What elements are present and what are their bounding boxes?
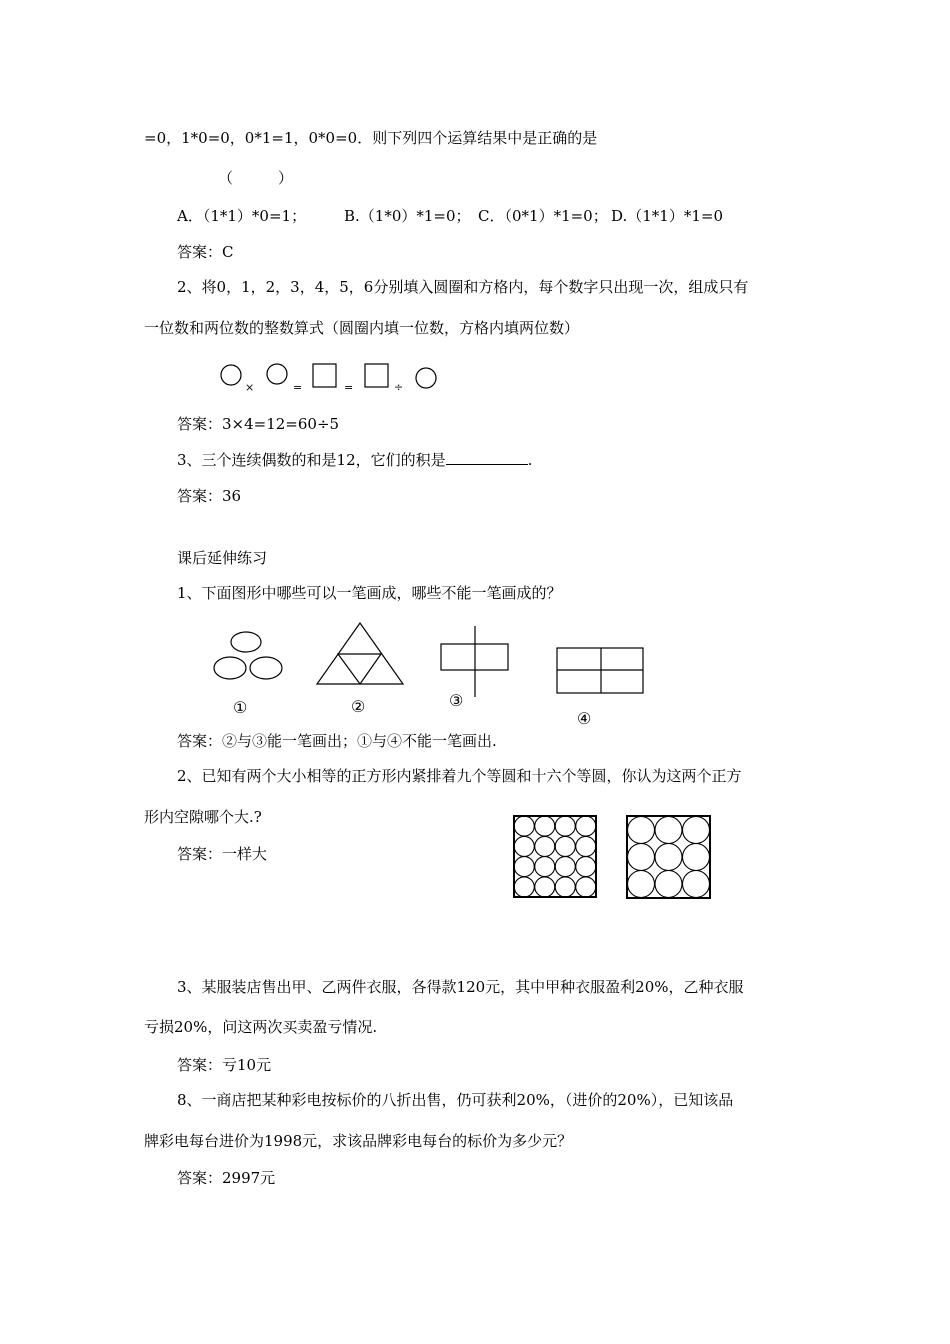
e8-answer: 答案：2997元 [177, 1169, 276, 1187]
section-title: 课后延伸练习 [177, 549, 268, 567]
times-sign: × [245, 381, 255, 394]
figure-label-4: ④ [577, 709, 592, 728]
e1-answer: 答案：②与③能一笔画出；①与④不能一笔画出. [177, 732, 497, 750]
square-16-circles [514, 816, 596, 897]
e8-line1: 8、一商店把某种彩电按标价的八折出售，仍可获利20%，（进价的20%），已知该品 [177, 1091, 734, 1109]
equals-sign-2: = [344, 381, 354, 394]
e8-line2: 牌彩电每台进价为1998元，求该品牌彩电每台的标价为多少元？ [144, 1132, 573, 1150]
e3-line1: 3、某服装店售出甲、乙两件衣服，各得款120元，其中甲种衣服盈利20%，乙种衣服 [177, 978, 744, 996]
e2-answer: 答案：一样大 [177, 845, 268, 863]
figure-label-2: ② [351, 697, 366, 716]
e3-line2: 亏损20%，问这两次买卖盈亏情况. [144, 1018, 378, 1036]
e2-line2: 形内空隙哪个大.? [144, 808, 262, 826]
q1-line: =0，1*0=0，0*1=1，0*0=0．则下列四个运算结果中是正确的是 [144, 129, 598, 147]
q2-line2: 一位数和两位数的整数算式（圆圈内填一位数，方格内填两位数） [144, 319, 580, 337]
equals-sign-1: = [293, 381, 303, 394]
e2-line1: 2、已知有两个大小相等的正方形内紧排着九个等圆和十六个等圆，你认为这两个正方 [177, 767, 742, 785]
square-9-circles [627, 816, 710, 898]
figure-label-3: ③ [449, 691, 464, 710]
q2-answer: 答案：3×4=12=60÷5 [177, 415, 340, 433]
figure-label-1: ① [233, 698, 248, 717]
q1-option-a: A．（1*1）*0=1； [177, 207, 307, 225]
e3-answer: 答案：亏10元 [177, 1056, 272, 1074]
q1-option-b: B.（1*0）*1=0； [344, 207, 471, 225]
q3-text: 3、三个连续偶数的和是12，它们的积是 . [177, 451, 533, 469]
q1-option-d: D.（1*1）*1=0 [611, 207, 724, 225]
divide-sign: ÷ [394, 381, 404, 394]
q1-answer: 答案：C [177, 243, 234, 261]
q2-line1: 2、将0，1，2，3，4，5，6分别填入圆圈和方格内，每个数字只出现一次，组成只有 [177, 278, 749, 296]
q1-option-c: C．（0*1）*1=0； [478, 207, 608, 225]
q1-paren: （ ） [218, 169, 294, 187]
q3-answer: 答案：36 [177, 487, 242, 505]
e1-text: 1、下面图形中哪些可以一笔画成，哪些不能一笔画成的？ [177, 584, 562, 602]
